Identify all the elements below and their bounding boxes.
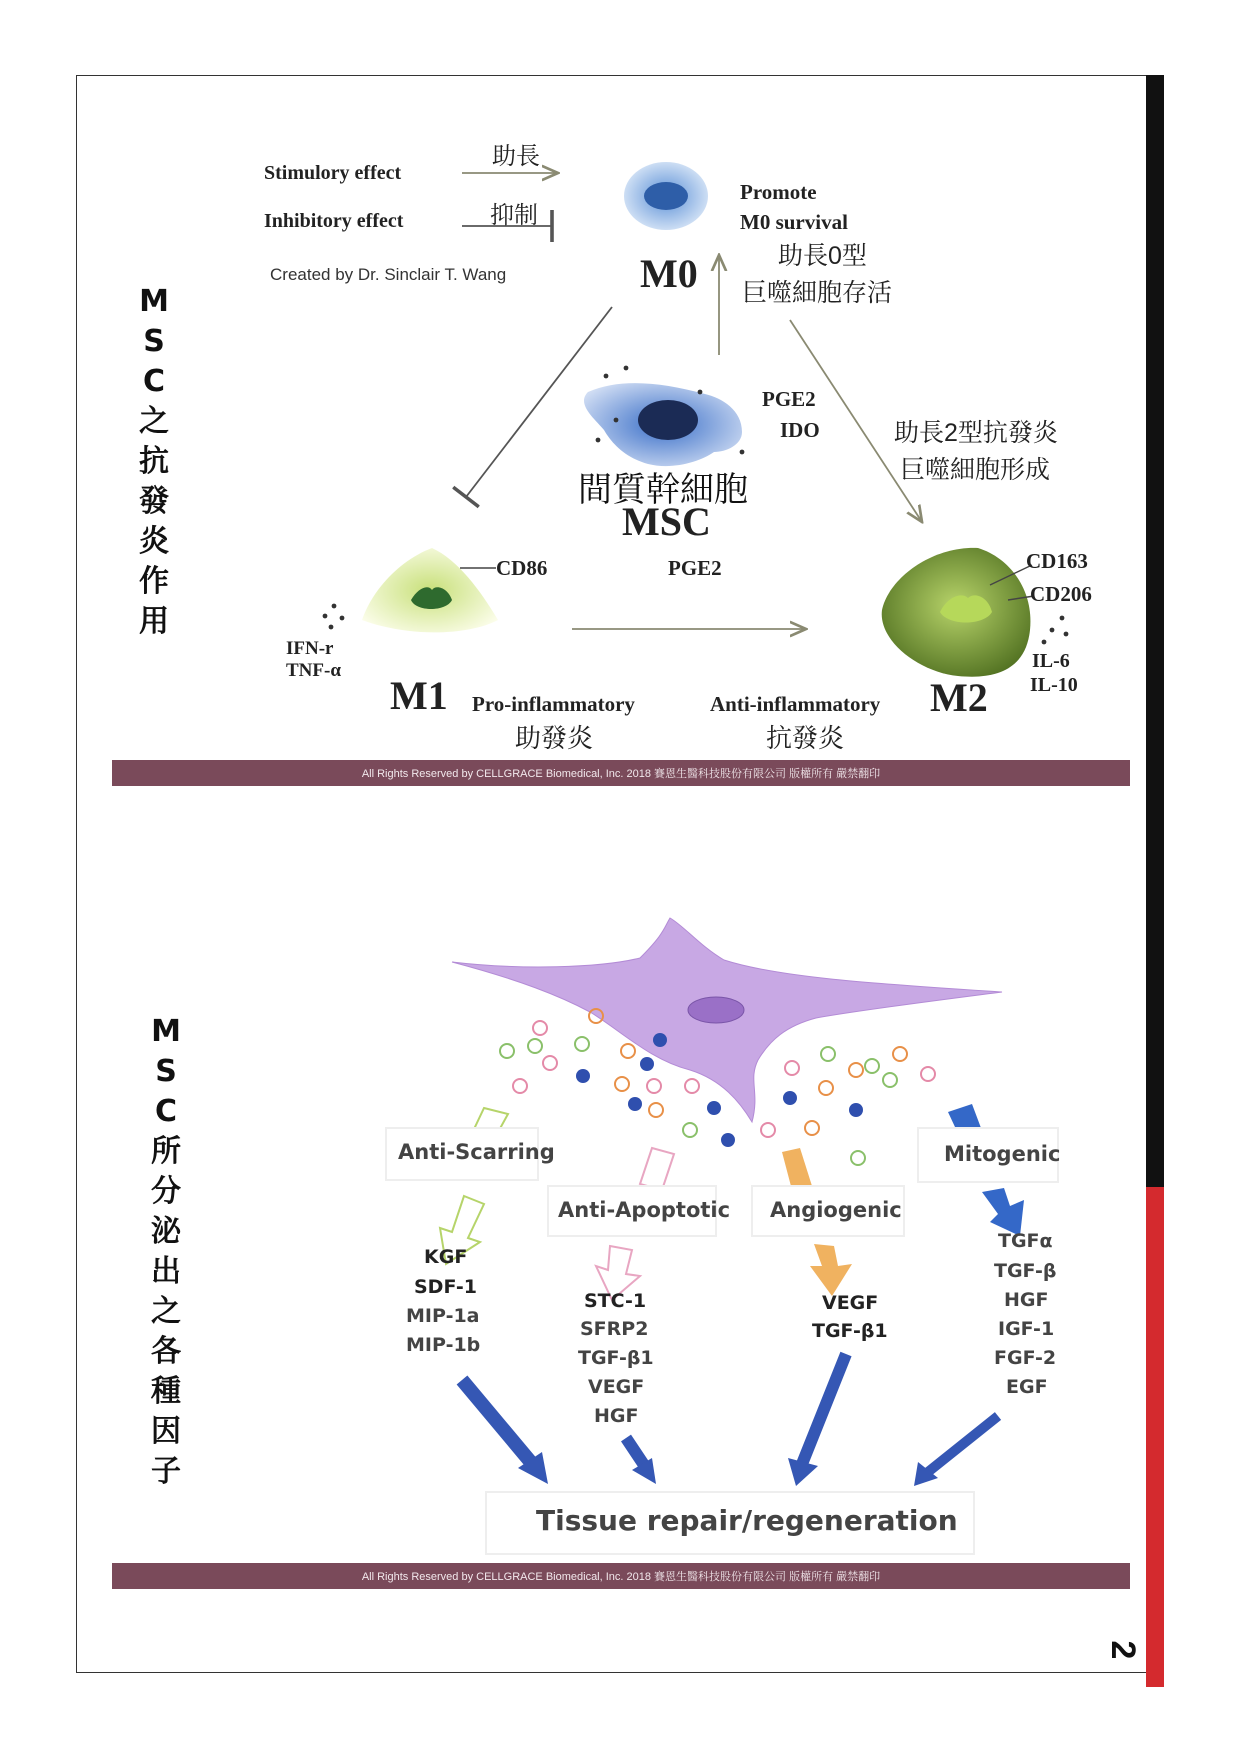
m1-marker: CD86 xyxy=(496,556,548,580)
legend-inhibitory-zh: 抑制 xyxy=(490,202,538,229)
category-label-mitogenic: Mitogenic xyxy=(944,1142,1061,1166)
angiogenic-factor: TGF-β1 xyxy=(812,1320,888,1342)
m2-label: M2 xyxy=(930,675,988,720)
page-number: 2 xyxy=(1104,1640,1143,1660)
top-footer: All Rights Reserved by CELLGRACE Biomedical, Inc. 2018 賽恩生醫科技股份有限公司 版權所有 嚴禁翻印 xyxy=(112,760,1130,786)
mitogenic-factor: FGF-2 xyxy=(994,1347,1057,1369)
m1-cytokine-1: IFN-r xyxy=(286,638,334,659)
m2-marker-1: CD163 xyxy=(1026,549,1088,573)
m2-promote-zh-2: 巨噬細胞形成 xyxy=(900,456,1051,484)
m2-type: Anti-inflammatory xyxy=(710,692,881,716)
side-title-char: 因 xyxy=(151,1414,181,1449)
side-title-char: 所 xyxy=(151,1134,181,1169)
side-title-char: 炎 xyxy=(139,524,169,559)
to-repair-arrows xyxy=(462,1354,998,1486)
anti-apoptotic-factor: VEGF xyxy=(588,1376,645,1398)
m0-label: M0 xyxy=(640,251,698,296)
mitogenic-factor: TGF-β xyxy=(994,1260,1057,1282)
anti-scarring-factor: KGF xyxy=(424,1246,468,1268)
side-title-char: C xyxy=(142,364,166,399)
side-title-char: 之 xyxy=(151,1294,181,1329)
msc-bottom-factor: PGE2 xyxy=(668,556,722,580)
legend-stimulatory-zh: 助長 xyxy=(492,143,540,170)
credit-text: Created by Dr. Sinclair T. Wang xyxy=(270,265,507,284)
side-title-char: 作 xyxy=(139,564,169,599)
side-title-char: C xyxy=(154,1094,178,1129)
category-label-anti-apoptotic: Anti-Apoptotic xyxy=(558,1198,731,1222)
anti-apoptotic-factor: HGF xyxy=(594,1405,639,1427)
mitogenic-factor: EGF xyxy=(1006,1376,1048,1398)
m0-promote-1: Promote xyxy=(740,180,817,204)
msc-zh-label: 間質幹細胞 xyxy=(578,471,748,509)
m2-cytokine-1: IL-6 xyxy=(1032,650,1070,672)
side-title-char: S xyxy=(155,1054,177,1089)
msc-factor-pge2: PGE2 xyxy=(762,387,816,411)
mitogenic-factor: HGF xyxy=(1004,1289,1049,1311)
category-label-anti-scarring: Anti-Scarring xyxy=(398,1140,555,1164)
side-title-char: 抗 xyxy=(139,444,169,479)
m0-promote-2: M0 survival xyxy=(740,210,848,234)
outcome-label: Tissue repair/regeneration xyxy=(536,1504,958,1537)
side-title-char: 出 xyxy=(151,1254,181,1289)
anti-scarring-factor: SDF-1 xyxy=(414,1276,477,1298)
m2-promote-zh-1: 助長2型抗發炎 xyxy=(894,419,1058,447)
bottom-footer: All Rights Reserved by CELLGRACE Biomedical, Inc. 2018 賽恩生醫科技股份有限公司 版權所有 嚴禁翻印 xyxy=(112,1563,1130,1589)
anti-apoptotic-factor: STC-1 xyxy=(584,1290,647,1312)
anti-scarring-factor: MIP-1a xyxy=(406,1305,480,1327)
secreting-msc-cell-icon xyxy=(452,918,1002,1122)
side-title-char: M xyxy=(151,1014,181,1049)
m1-type-zh: 助發炎 xyxy=(515,723,594,753)
m1-type: Pro-inflammatory xyxy=(472,692,635,716)
m2-marker-2: CD206 xyxy=(1030,582,1092,606)
side-title-char: 之 xyxy=(139,404,169,439)
msc-factor-ido: IDO xyxy=(780,418,820,442)
side-title-char: 種 xyxy=(151,1374,181,1409)
msc-label: MSC xyxy=(622,499,711,544)
m2-type-zh: 抗發炎 xyxy=(766,723,845,753)
anti-apoptotic-factor: SFRP2 xyxy=(580,1318,649,1340)
side-title-char: 發 xyxy=(139,484,169,519)
side-title-char: 用 xyxy=(139,604,169,639)
m0-zh-2: 巨噬細胞存活 xyxy=(742,279,893,307)
anti-scarring-factor: MIP-1b xyxy=(406,1334,481,1356)
category-label-angiogenic: Angiogenic xyxy=(770,1198,902,1222)
m1-cytokine-2: TNF-α xyxy=(286,660,341,681)
anti-apoptotic-factor: TGF-β1 xyxy=(578,1347,654,1369)
mitogenic-factor: IGF-1 xyxy=(998,1318,1055,1340)
side-title-char: M xyxy=(139,284,169,319)
legend-stimulatory: Stimulory effect xyxy=(264,162,402,184)
side-title-char: S xyxy=(143,324,165,359)
side-title-char: 泌 xyxy=(151,1214,181,1249)
m0-zh-1: 助長0型 xyxy=(778,242,867,270)
side-title-char: 分 xyxy=(151,1174,181,1209)
m1-label: M1 xyxy=(390,673,448,718)
side-title-char: 各 xyxy=(151,1334,181,1369)
side-title-char: 子 xyxy=(151,1454,181,1489)
legend-inhibitory: Inhibitory effect xyxy=(264,210,404,232)
mitogenic-factor: TGFα xyxy=(998,1230,1053,1252)
angiogenic-factor: VEGF xyxy=(822,1292,879,1314)
m2-cytokine-2: IL-10 xyxy=(1030,674,1078,696)
